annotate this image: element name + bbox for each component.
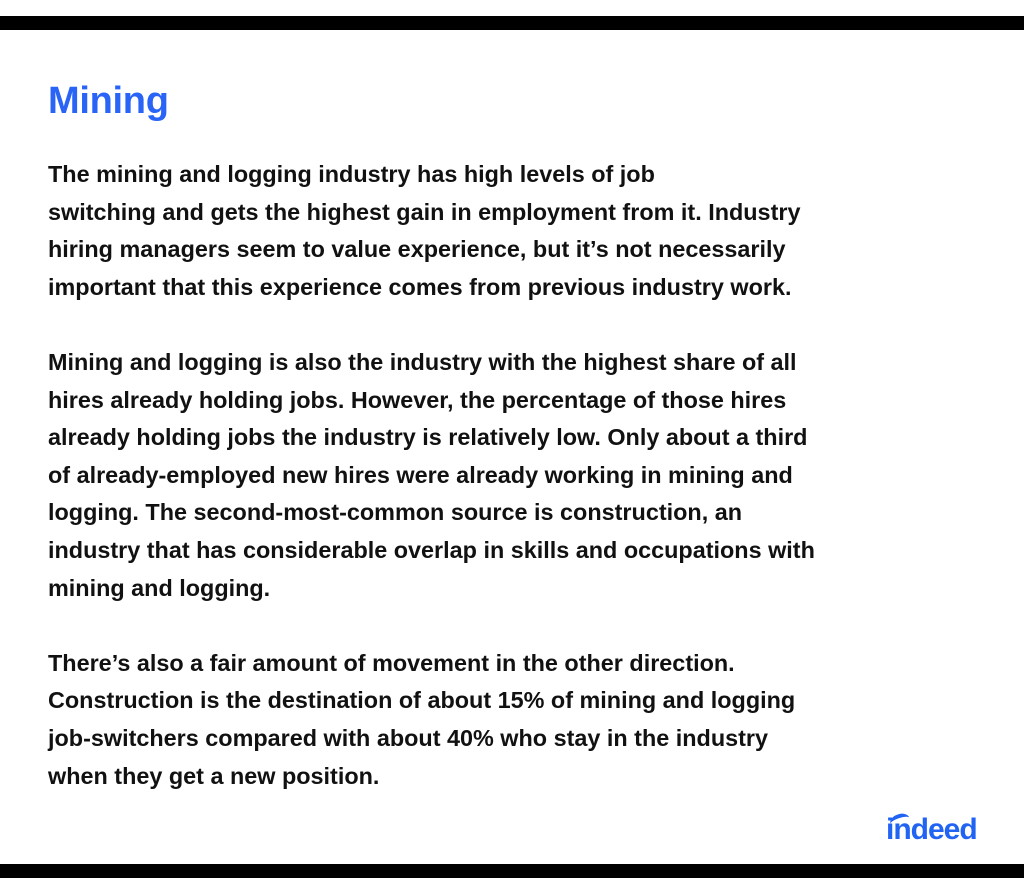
paragraph-2: Mining and logging is also the industry with the highest share of all hires already holding jobs. However, the percentage of those hires already holding jobs the industry is relatively low. Only about a third of already-employed new hires were already working in mining and logging. The second-most-common source is construction, an industry that has considerable overlap in skills and occupations with mining and logging. [48,348,815,601]
article-body [48,156,978,795]
paragraph-3: There’s also a fair amount of movement in the other direction. Construction is the destination of about 15% of mining and logging job-switchers compared with about 40% who stay in the industry when they get a new position. [48,649,796,789]
indeed-logo [886,808,996,852]
logo-text: indeed [886,813,977,846]
top-border-bar [0,16,1024,30]
page-title: Mining [48,80,169,122]
bottom-border-bar [0,864,1024,878]
paragraph-1: The mining and logging industry has high levels of job switching and gets the highest gain in employment from it. Industry hiring managers seem to value experience, but it’s not necessarily important that this experience comes from previous industry work. [48,161,801,300]
